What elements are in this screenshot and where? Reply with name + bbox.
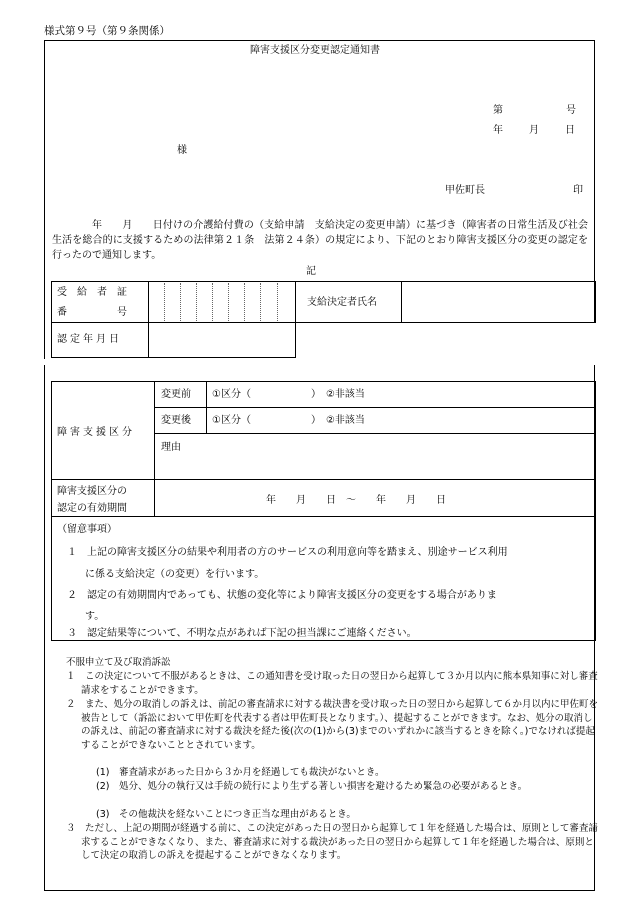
recipient-number-label-2: 番 号 <box>57 307 127 318</box>
note-1-line-1: １ 上記の障害支援区分の結果や利用者の方のサービスの利用意向等を踏まえ、別途サービス利用 <box>67 547 508 558</box>
appeal-sub-3: (3) その他裁決を経ないことにつき正当な理由があるとき。 <box>96 809 356 820</box>
appeal-sub-2: (2) 処分、処分の執行又は手続の続行により生ずる著しい損害を避けるため緊急の必要があるとき。 <box>96 781 528 792</box>
before-change-label: 変更前 <box>161 389 191 400</box>
validity-label-1: 障害支援区分の <box>57 486 127 497</box>
date-day: 日 <box>565 125 575 136</box>
appeal-sub-1: (1) 審査請求があった日から３か月を経過しても裁決がないとき。 <box>96 767 385 778</box>
certification-date-label: 認定年月日 <box>57 334 122 345</box>
number-suffix: 号 <box>566 105 576 116</box>
after-change-label: 変更後 <box>161 415 191 426</box>
notes-heading: （留意事項） <box>57 524 117 535</box>
appeal-paragraph-1: １ この決定について不服があるときは、この通知書を受け取った日の翌日から起算して３か月以内に熊本県知事に対し審査請求をすることができます。 <box>66 671 598 696</box>
form-number-label: 様式第９号（第９条関係） <box>44 25 170 37</box>
number-label: 第 <box>493 105 503 116</box>
intro-paragraph: 年 月 日付けの介護給付費の（支給申請 支給決定の変更申請）に基づき（障害者の日常生活及び社会生活を総合的に支援するための法律第２１条 法第２４条）の規定により、下記のとおり障害支援区分の変更の認定を行ったので通知します。 <box>52 220 588 261</box>
addressee-suffix: 様 <box>177 145 187 156</box>
note-2-line-2: す。 <box>85 611 105 622</box>
seal-mark: 印 <box>573 185 583 196</box>
reason-label: 理由 <box>161 442 181 453</box>
note-3: ３ 認定結果等について、不明な点があれば下記の担当課にご連絡ください。 <box>67 628 417 639</box>
appeal-paragraph-2: ２ また、処分の取消しの訴えは、前記の審査請求に対する裁決書を受け取った日の翌日から起算して６か月以内に甲佐町を被告として（訴訟において甲佐町を代表する者は甲佐町長となります。）、提起することができます。なお、処分の取消しの訴えは、前記の審査請求に対する裁決を経た後(次の(1)から(3)までのいずれかに該当するときを除く。)でなければ提起することができないこととされています。 <box>66 699 599 751</box>
appeal-paragraph-3: ３ ただし、上記の期間が経過する前に、この決定があった日の翌日から起算して１年を経過した場合は、原則として審査請求することができなくなり、また、審査請求に対する裁決があった日の翌日から起算して１年を経過した場合は、原則として決定の取消しの訴えを提起することができなくなります。 <box>66 823 598 861</box>
document-title: 障害支援区分変更認定通知書 <box>250 45 380 56</box>
validity-label-2: 認定の有効期間 <box>57 503 127 514</box>
note-1-line-2: に係る支給決定（の変更）を行います。 <box>85 569 265 580</box>
category-label: 障害支援区分 <box>57 427 135 438</box>
date-year: 年 <box>493 125 503 136</box>
date-month: 月 <box>529 125 539 136</box>
validity-period-value: 年 月 日 ～ 年 月 日 <box>266 495 446 506</box>
before-change-value: ①区分（ ） ②非該当 <box>212 389 365 400</box>
after-change-value: ①区分（ ） ②非該当 <box>212 415 365 426</box>
ki-label: 記 <box>306 266 316 277</box>
note-2-line-1: ２ 認定の有効期間内であっても、状態の変化等により障害支援区分の変更をする場合がありま <box>67 590 497 601</box>
recipient-number-label-1: 受 給 者 証 <box>57 287 127 298</box>
decision-person-label: 支給決定者氏名 <box>307 297 377 308</box>
issuer-name: 甲佐町長 <box>445 185 485 196</box>
appeal-heading: 不服申立て及び取消訴訟 <box>66 657 171 668</box>
